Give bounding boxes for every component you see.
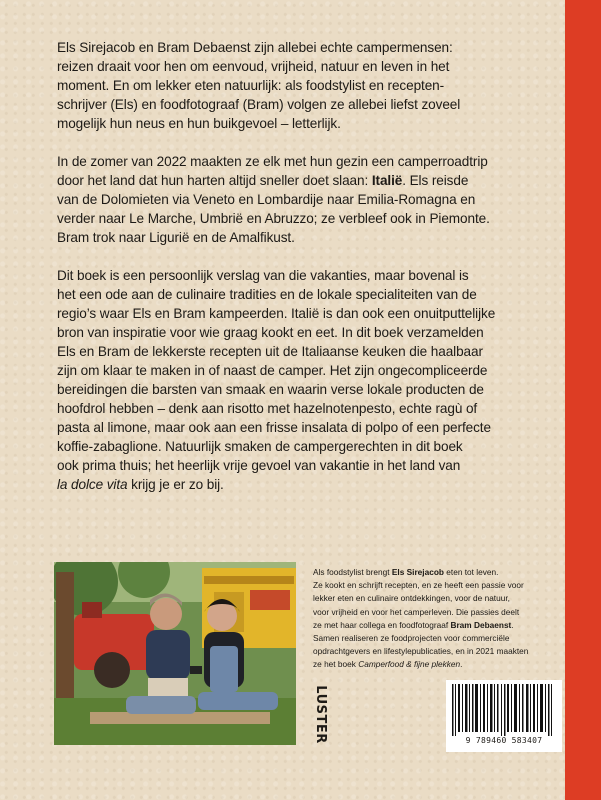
previous-book-title: Camperfood & fijne plekken	[358, 659, 461, 670]
bio-line: ze met haar collega en foodfotograaf	[313, 619, 451, 630]
text-line: door het land dat hun harten altijd sneller doet slaan:	[57, 173, 372, 188]
text-line: van de Dolomieten via Veneto en Lombardije naar Emilia-Romagna en	[57, 192, 476, 207]
text-line: Els en Bram de lekkerste recepten uit de Italiaanse keuken die haalbaar	[57, 344, 483, 359]
bio-line: .	[460, 659, 463, 670]
text-line: Dit boek is een persoonlijk verslag van die vakanties, maar bovenal is	[57, 268, 469, 283]
text-line: bron van inspiratie voor wie graag kookt en eet. In dit boek verzamelden	[57, 325, 484, 340]
back-cover-text	[57, 38, 557, 513]
publisher-name: LUSTER	[312, 684, 328, 744]
paragraph-intro	[57, 38, 557, 133]
highlight-italie: Italië	[371, 173, 403, 188]
author-name-bram: Bram Debaenst	[450, 619, 512, 630]
text-line: . Els reisde	[402, 173, 469, 188]
bio-line: Samen realiseren ze foodprojecten voor commerciële	[313, 633, 510, 644]
author-bio	[313, 566, 553, 672]
text-line: hoofdrol hebben – denk aan risotto met hazelnotenpesto, echte ragù of	[57, 401, 478, 416]
text-line: Els Sirejacob en Bram Debaenst zijn allebei echte campermensen:	[57, 40, 453, 55]
bio-line: ze het boek	[313, 659, 359, 670]
bio-line: Als foodstylist brengt	[313, 567, 392, 577]
text-line: zijn om klaar te maken in of naast de camper. Het zijn ongecompliceerde	[57, 363, 488, 378]
text-line: schrijver (Els) en foodfotograaf (Bram) volgen ze allebei liefst zoveel	[57, 97, 461, 112]
bio-line: opdrachtgevers en lifestylepublicaties, en in 2021 maakten	[313, 646, 529, 657]
bio-line: lekker eten en culinaire ontdekkingen, voor de natuur,	[313, 593, 510, 604]
paragraph-roadtrip	[57, 152, 557, 247]
text-line: Bram trok naar Ligurië en de Amalfikust.	[57, 230, 295, 245]
text-line: moment. En om lekker eten natuurlijk: als foodstylist en recepten-	[57, 78, 445, 93]
italic-la-dolce-vita: la dolce vita	[57, 477, 128, 492]
author-photo-illustration	[54, 562, 296, 745]
spine-accent-band	[565, 0, 601, 800]
bio-line: eten tot leven.	[443, 567, 499, 577]
text-line: reizen draait voor hen om eenvoud, vrijheid, natuur en leven in het	[57, 59, 450, 74]
text-line: In de zomer van 2022 maakten ze elk met hun gezin een camperroadtrip	[57, 154, 488, 169]
bio-line: Ze kookt en schrijft recepten, en ze heeft een passie voor	[313, 580, 524, 591]
publisher-logo	[300, 684, 340, 744]
text-line: pasta al limone, maar ook aan een frisse insalata di polpo of een perfecte	[57, 420, 491, 435]
text-line: bereidingen die barsten van smaak en waarin verse lokale producten de	[57, 382, 484, 397]
text-line: verder naar Le Marche, Umbrië en Abruzzo; ze verbleef ook in Piemonte.	[57, 211, 490, 226]
text-line: regio’s waar Els en Bram kampeerden. Italië is dan ook een onuitputtelijke	[57, 306, 496, 321]
bio-line: voor vrijheid en voor het camperleven. Die passies deelt	[313, 606, 520, 617]
author-photo	[54, 562, 296, 745]
text-line: het een ode aan de culinaire tradities en de lokale specialiteiten van de	[57, 287, 477, 302]
text-line: mogelijk hun neus en hun buikgevoel – letterlijk.	[57, 116, 341, 131]
text-line: ook prima thuis; het heerlijk vrije gevoel van vakantie in het land van	[57, 458, 461, 473]
text-line: krijg je er zo bij.	[127, 477, 224, 492]
paragraph-book	[57, 266, 557, 494]
barcode-icon	[446, 680, 562, 738]
text-line: koffie-zabaglione. Natuurlijk smaken de campergerechten in dit boek	[57, 439, 463, 454]
bio-line: .	[511, 619, 514, 630]
author-name-els: Els Sirejacob	[391, 567, 444, 577]
isbn-number: 9 789460 583407	[465, 736, 543, 745]
